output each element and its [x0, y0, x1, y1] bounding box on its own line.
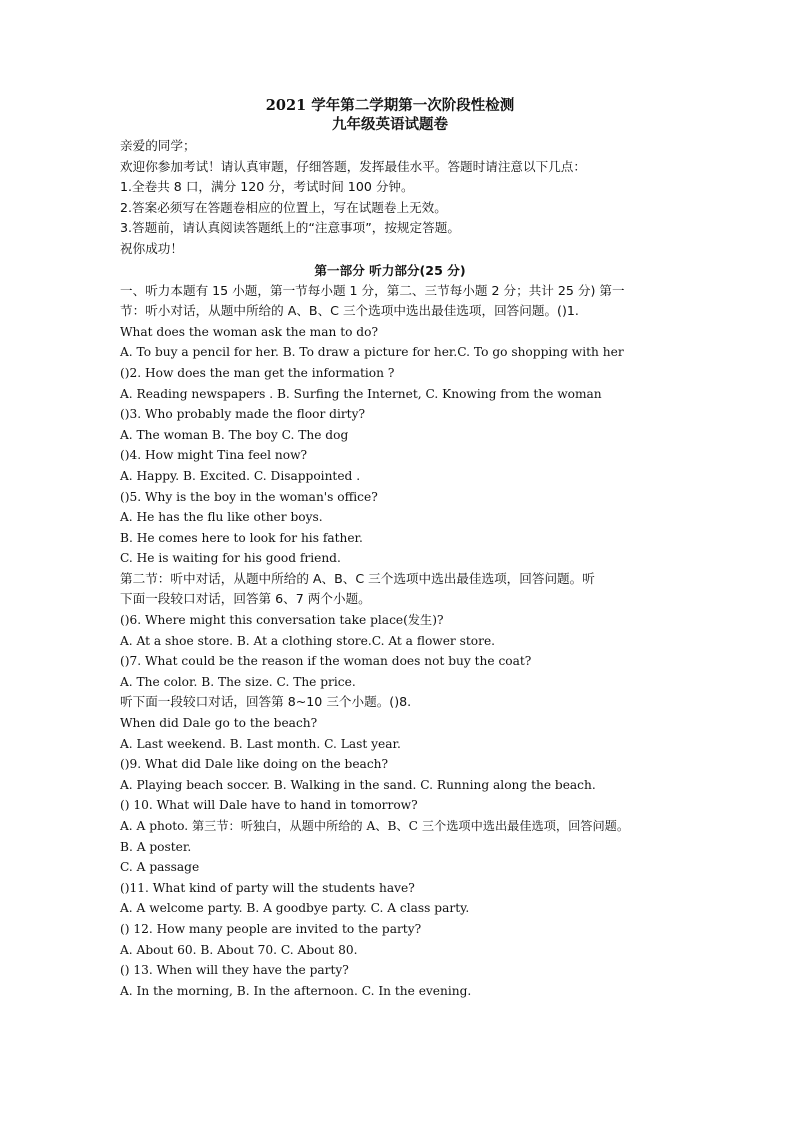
intro-line: 2.答案必须写在答题卷相应的位置上，写在试题卷上无效。	[120, 199, 447, 215]
instruction-line: 下面一段较口对话，回答第 6、7 两个小题。	[120, 591, 371, 607]
question-text: When did Dale go to the beach?	[120, 716, 318, 731]
answer-options: B. He comes here to look for his father.	[120, 530, 363, 545]
intro-line: 欢迎你参加考试！请认真审题，仔细答题，发挥最佳水平。答题时请注意以下几点：	[120, 158, 586, 174]
answer-options: B. A poster.	[120, 839, 192, 854]
question-text: ()2. How does the man get the information ?	[120, 365, 395, 380]
answer-options: C. He is waiting for his good friend.	[120, 551, 341, 566]
question-text: ()7. What could be the reason if the woman does not buy the coat?	[120, 654, 532, 669]
exam-subtitle: 九年级英语试题卷	[332, 116, 448, 133]
section-heading: 第一部分 听力部分(25 分)	[314, 262, 466, 278]
exam-page	[120, 96, 660, 1001]
answer-options: A. Playing beach soccer. B. Walking in the sand. C. Running along the beach.	[120, 777, 596, 792]
answer-options: C. A passage	[120, 860, 200, 875]
answer-options: A. A welcome party. B. A goodbye party. C. A class party.	[120, 901, 470, 916]
question-text: () 13. When will they have the party?	[120, 963, 349, 978]
question-text: ()5. Why is the boy in the woman's office?	[120, 489, 378, 504]
intro-line: 1.全卷共 8 口，满分 120 分，考试时间 100 分钟。	[120, 179, 414, 195]
question-text: What does the woman ask the man to do?	[120, 324, 378, 339]
instruction-line: 第二节：听中对话，从题中所给的 A、B、C 三个选项中选出最佳选项，回答问题。听	[120, 570, 595, 586]
question-text: ()9. What did Dale like doing on the beach?	[120, 757, 389, 772]
answer-options: A. To buy a pencil for her. B. To draw a picture for her.C. To go shopping with her	[120, 345, 624, 360]
question-text: () 12. How many people are invited to the party?	[120, 921, 422, 936]
answer-options: A. Happy. B. Excited. C. Disappointed .	[120, 468, 361, 483]
answer-options: A. At a shoe store. B. At a clothing store.C. At a flower store.	[120, 633, 496, 648]
answer-options: A. Reading newspapers . B. Surfing the Internet, C. Knowing from the woman	[120, 386, 602, 401]
instruction-line: 一、听力本题有 15 小题，第一节每小题 1 分，第二、三节每小题 2 分；共计 25 分) 第一	[120, 282, 625, 298]
question-text: ()11. What kind of party will the students have?	[120, 880, 415, 895]
instruction-line: 节：听小对话，从题中所给的 A、B、C 三个选项中选出最佳选项，回答问题。()1.	[120, 303, 579, 319]
answer-options: A. He has the flu like other boys.	[120, 510, 323, 525]
intro-line: 亲爱的同学；	[120, 138, 196, 153]
answer-options: A. A photo. 第三节：听独白，从题中所给的 A、B、C 三个选项中选出最佳选项，回答问题。	[120, 819, 629, 833]
question-text: ()6. Where might this conversation take place(发生)?	[120, 613, 444, 628]
question-text: ()3. Who probably made the floor dirty?	[120, 407, 365, 422]
answer-options: A. Last weekend. B. Last month. C. Last year.	[120, 736, 401, 751]
question-text: ()4. How might Tina feel now?	[120, 448, 308, 463]
intro-line: 3.答题前，请认真阅读答题纸上的“注意事项”，按规定答题。	[120, 220, 460, 236]
exam-title: 2021 学年第二学期第一次阶段性检测	[265, 97, 515, 114]
intro-line: 祝你成功！	[120, 240, 183, 256]
answer-options: A. The woman B. The boy C. The dog	[120, 427, 349, 442]
answer-options: A. In the morning, B. In the afternoon. C. In the evening.	[120, 983, 472, 998]
answer-options: A. About 60. B. About 70. C. About 80.	[120, 942, 358, 957]
question-text: () 10. What will Dale have to hand in tomorrow?	[120, 798, 418, 813]
instruction-line: 听下面一段较口对话，回答第 8~10 三个小题。()8.	[120, 694, 412, 710]
answer-options: A. The color. B. The size. C. The price.	[120, 674, 356, 689]
